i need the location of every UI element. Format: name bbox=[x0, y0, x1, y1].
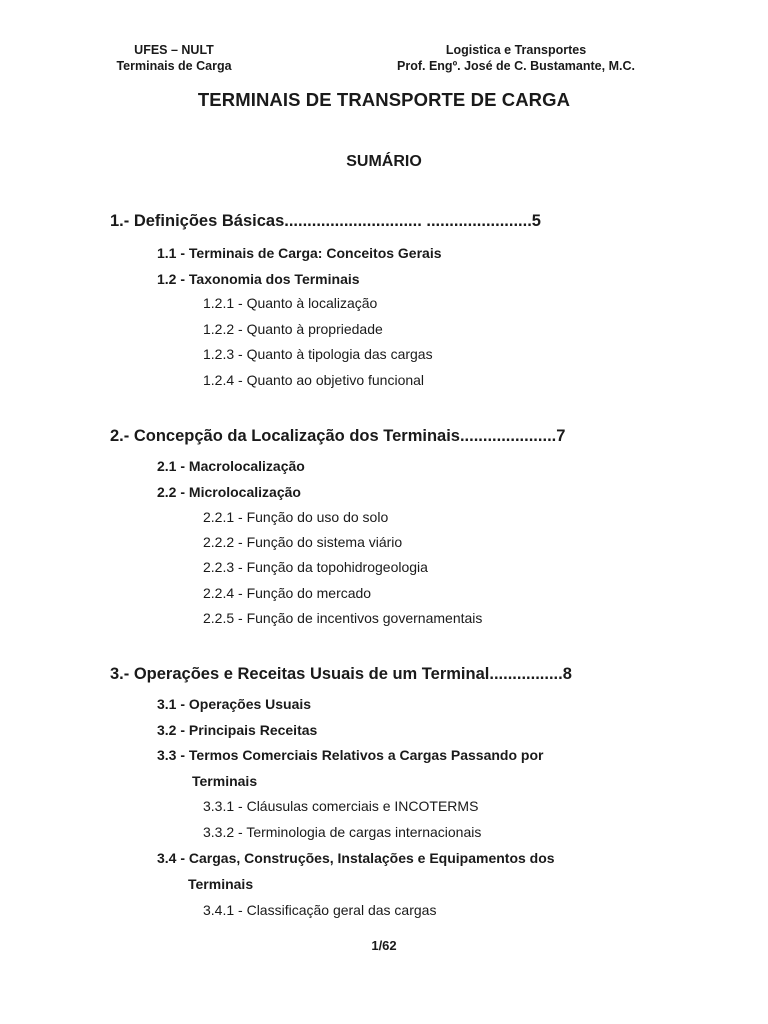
toc-item-2-2-3: 2.2.3 - Função da topohidrogeologia bbox=[203, 559, 428, 575]
toc-item-3-3-2: 3.3.2 - Terminologia de cargas internacionais bbox=[203, 824, 482, 840]
document-title: TERMINAIS DE TRANSPORTE DE CARGA bbox=[197, 89, 571, 110]
header-right bbox=[380, 42, 652, 74]
toc-section-2: 2.- Concepção da Localização dos Terminais.....................7 bbox=[110, 427, 566, 445]
summary-heading: SUMÁRIO bbox=[346, 153, 422, 170]
toc-item-3-3: 3.3 - Termos Comerciais Relativos a Cargas Passando por bbox=[157, 747, 544, 763]
toc-section-3: 3.- Operações e Receitas Usuais de um Terminal................8 bbox=[110, 665, 572, 683]
page-number: 1/62 bbox=[371, 938, 397, 953]
toc-item-1-2-2: 1.2.2 - Quanto à propriedade bbox=[203, 321, 383, 337]
toc-item-3-3-1: 3.3.1 - Cláusulas comerciais e INCOTERMS bbox=[203, 798, 479, 814]
toc-item-2-2-5: 2.2.5 - Função de incentivos governamentais bbox=[203, 610, 483, 626]
header-professor: Prof. Engº. José de C. Bustamante, M.C. bbox=[397, 59, 635, 73]
toc-item-2-2: 2.2 - Microlocalização bbox=[157, 484, 301, 500]
header-institution: UFES – NULT bbox=[134, 43, 214, 57]
toc-item-1-2-3: 1.2.3 - Quanto à tipologia das cargas bbox=[203, 346, 433, 362]
toc-item-1-2-1: 1.2.1 - Quanto à localização bbox=[203, 295, 378, 311]
toc-item-1-1: 1.1 - Terminais de Carga: Conceitos Gerais bbox=[157, 245, 442, 261]
header-course: Terminais de Carga bbox=[116, 59, 232, 73]
toc-item-2-1: 2.1 - Macrolocalização bbox=[157, 458, 305, 474]
toc-item-3-4-continuation: Terminais bbox=[188, 876, 254, 892]
toc-item-3-4: 3.4 - Cargas, Construções, Instalações e Equipamentos dos bbox=[157, 850, 555, 866]
toc-item-1-2: 1.2 - Taxonomia dos Terminais bbox=[157, 271, 360, 287]
toc-section-1: 1.- Definições Básicas.............................. .......................5 bbox=[110, 212, 541, 230]
toc-item-2-2-1: 2.2.1 - Função do uso do solo bbox=[203, 509, 389, 525]
toc-item-1-2-4: 1.2.4 - Quanto ao objetivo funcional bbox=[203, 372, 425, 388]
toc-item-3-1: 3.1 - Operações Usuais bbox=[157, 696, 312, 712]
header-subject: Logistica e Transportes bbox=[445, 43, 587, 57]
toc-item-3-3-continuation: Terminais bbox=[192, 773, 258, 789]
header-left bbox=[100, 42, 248, 74]
toc-item-3-4-1: 3.4.1 - Classificação geral das cargas bbox=[203, 902, 437, 918]
toc-item-3-2: 3.2 - Principais Receitas bbox=[157, 722, 318, 738]
toc-item-2-2-2: 2.2.2 - Função do sistema viário bbox=[203, 534, 403, 550]
toc-item-2-2-4: 2.2.4 - Função do mercado bbox=[203, 585, 372, 601]
